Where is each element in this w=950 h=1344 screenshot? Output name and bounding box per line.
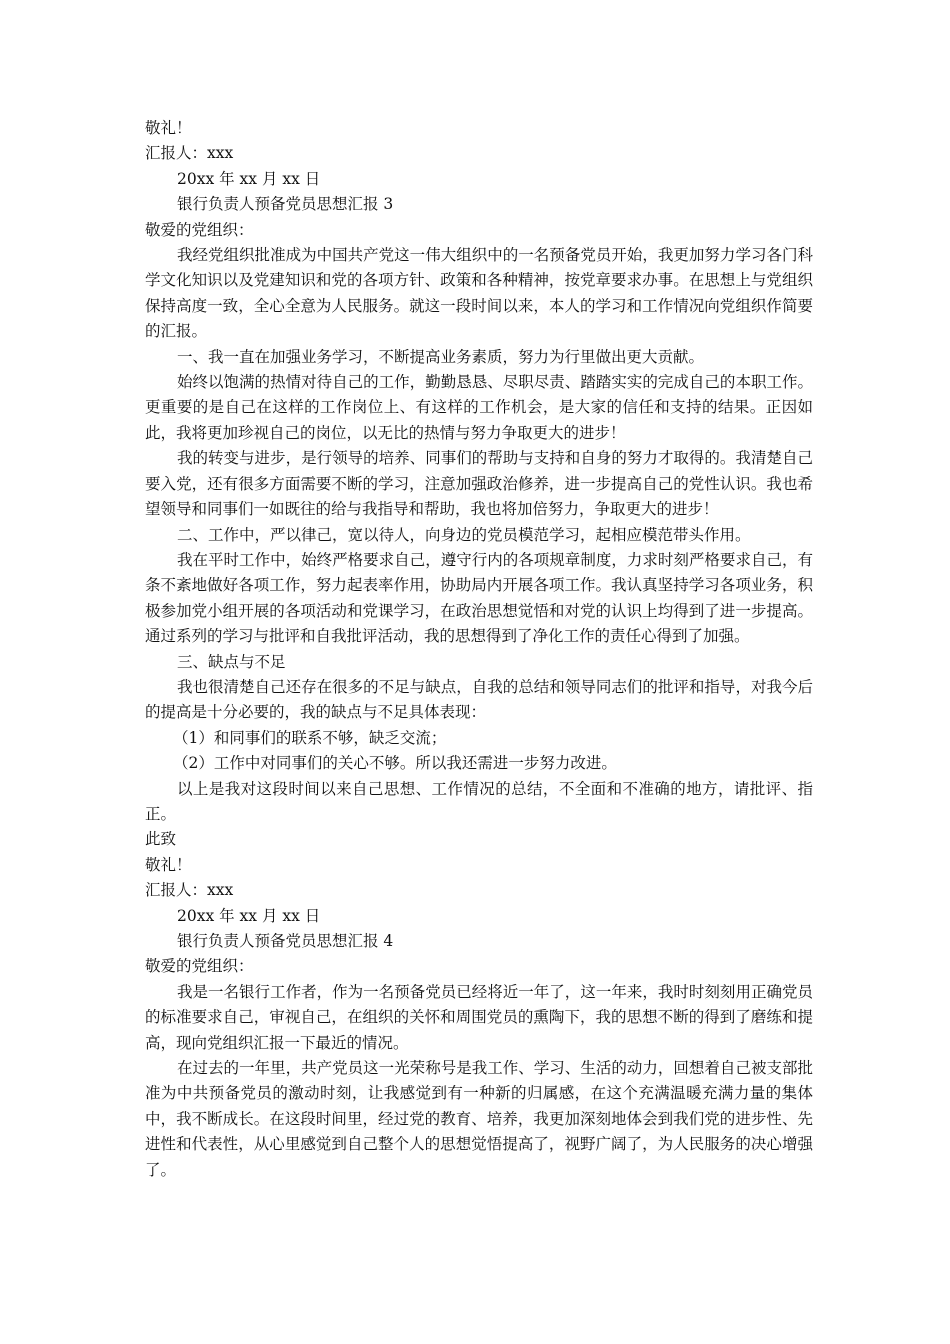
closing-phrase: 此致 [145,830,177,849]
paragraph: 在过去的一年里，共产党员这一光荣称号是我工作、学习、生活的动力，回想着自己被支部批准为中共预备党员的激动时刻，让我感觉到有一种新的归属感，在这个充满温暖充满力量的集体中，我不断成长。在这段时间里，经过党的教育、培养，我更加深刻地体会到我们党的进步性、先进性和代表性，从心里感觉到自己整个人的思想觉悟提高了，视野广阔了，为人民服务的决心增强了。 [145,1059,813,1179]
paragraph: 我在平时工作中，始终严格要求自己，遵守行内的各项规章制度，力求时刻严格要求自己，有条不紊地做好各项工作，努力起表率作用，协助局内开展各项工作。我认真坚持学习各项业务，积极参加党小组开展的各项活动和党课学习，在政治思想觉悟和对党的认识上均得到了进一步提高。通过系列的学习与批评和自我批评活动，我的思想得到了净化工作的责任心得到了加强。 [145,550,813,646]
paragraph: 我也很清楚自己还存在很多的不足与缺点，自我的总结和领导同志们的批评和指导，对我今后的提高是十分必要的，我的缺点与不足具体表现： [145,677,813,722]
list-item: （1）和同事们的联系不够，缺乏交流； [173,728,447,747]
paragraph: 我经党组织批准成为中国共产党这一伟大组织中的一名预备党员开始，我更加努力学习各门科学文化知识以及党建知识和党的各项方针、政策和各种精神，按党章要求办事。在思想上与党组织保持高度一致，全心全意为人民服务。就这一段时间以来，本人的学习和工作情况向党组织作简要的汇报。 [145,246,813,341]
paragraph: 以上是我对这段时间以来自己思想、工作情况的总结，不全面和不准确的地方，请批评、指正。 [145,779,813,823]
section-heading: 三、缺点与不足 [177,652,286,671]
reporter-line: 汇报人：xxx [145,144,234,163]
reporter-line: 汇报人：xxx [145,881,234,900]
report-title: 银行负责人预备党员思想汇报 3 [177,195,394,214]
salutation: 敬爱的党组织： [145,220,254,239]
section-heading: 一、我一直在加强业务学习，不断提高业务素质，努力为行里做出更大贡献。 [177,347,705,366]
list-item: （2）工作中对同事们的关心不够。所以我还需进一步努力改进。 [173,754,617,773]
closing-salute: 敬礼！ [145,119,192,137]
paragraph: 我是一名银行工作者，作为一名预备党员已经将近一年了，这一年来，我时时刻刻用正确党员的标准要求自己，审视自己，在组织的关怀和周围党员的熏陶下，我的思想不断的得到了磨练和提高，现向党组织汇报一下最近的情况。 [145,982,813,1052]
salutation: 敬爱的党组织： [145,957,254,976]
paragraph: 我的转变与进步，是行领导的培养、同事们的帮助与支持和自身的努力才取得的。我清楚自己要入党，还有很多方面需要不断的学习，注意加强政治修养，进一步提高自己的党性认识。我也希望领导和同事们一如既往的给与我指导和帮助，我也将加倍努力，争取更大的进步！ [145,449,813,519]
date-line: 20xx 年 xx 月 xx 日 [177,169,321,188]
section-heading: 二、工作中，严以律己，宽以待人，向身边的党员模范学习，起相应模范带头作用。 [177,525,751,544]
closing-salute: 敬礼！ [145,855,192,874]
document-page [145,116,813,1183]
report-title: 银行负责人预备党员思想汇报 4 [177,932,394,950]
date-line: 20xx 年 xx 月 xx 日 [177,906,321,925]
paragraph: 始终以饱满的热情对待自己的工作，勤勤恳恳、尽职尽责、踏踏实实的完成自己的本职工作。更重要的是自己在这样的工作岗位上、有这样的工作机会，是大家的信任和支持的结果。正因如此，我将更加珍视自己的岗位，以无比的热情与努力争取更大的进步！ [145,373,813,442]
